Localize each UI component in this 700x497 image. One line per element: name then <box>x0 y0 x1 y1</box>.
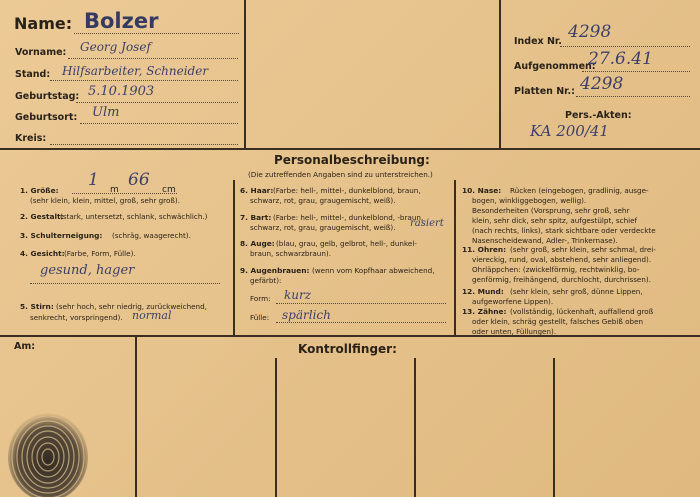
item-9-text-2: gefärbt): <box>250 276 282 285</box>
item-4-value: gesund, hager <box>40 263 135 278</box>
divider <box>233 180 235 335</box>
name-line <box>74 33 239 34</box>
vorname-label: Vorname: <box>15 47 67 58</box>
vorname-value: Georg Josef <box>80 40 151 54</box>
description-line: (nach rechts, links), stark sichtbare oder verdeckte <box>472 226 656 235</box>
divider <box>553 358 555 497</box>
geburtsort-line <box>80 123 238 124</box>
item-7-text-1: (Farbe: hell-, mittel-, dunkelblond, -braun, <box>273 213 424 222</box>
item-6-label: 6. Haar: <box>240 186 274 195</box>
item-3-text: (schräg, waagerecht). <box>112 231 191 240</box>
fingerprint-image <box>2 405 94 497</box>
item-2-text: (stark, untersetzt, schlank, schwächlich.) <box>60 212 208 221</box>
item-1-text: (sehr klein, klein, mittel, groß, sehr groß). <box>30 196 180 205</box>
aufgenommen-value: 27.6.41 <box>588 49 653 69</box>
description-line: Besonderheiten (Vorsprung, sehr groß, sehr <box>472 206 630 215</box>
item-8-label: 8. Auge: <box>240 239 275 248</box>
item-1-line <box>72 193 177 194</box>
item-2-label: 2. Gestalt: <box>20 212 64 221</box>
akten-value: KA 200/41 <box>530 122 609 140</box>
platten-label: Platten Nr.: <box>514 86 575 97</box>
description-line: (sehr klein, sehr groß, dünne Lippen, <box>510 287 643 296</box>
index-value: 4298 <box>568 22 612 42</box>
description-line: (vollständig, lückenhaft, auffallend groß <box>510 307 654 316</box>
kreis-label: Kreis: <box>15 133 47 144</box>
item-1-value-1: 1 <box>88 170 99 190</box>
geburtstag-value: 5.10.1903 <box>88 84 155 99</box>
aufgenommen-label: Aufgenommen: <box>514 61 596 72</box>
item-5-text-1: (sehr hoch, sehr niedrig, zurückweichend, <box>56 302 207 311</box>
section-title: Personalbeschreibung: <box>274 153 430 167</box>
item-6-text-2: schwarz, rot, grau, graugemischt, weiß). <box>250 196 396 205</box>
divider <box>275 358 277 497</box>
divider <box>499 0 501 148</box>
fuelle-label: Fülle: <box>250 313 270 322</box>
divider <box>135 337 137 497</box>
index-line <box>560 46 690 47</box>
description-line: (sehr groß, sehr klein, sehr schmal, drei- <box>510 245 656 254</box>
section-subtitle: (Die zutreffenden Angaben sind zu unterstreichen.) <box>248 170 433 179</box>
platten-line <box>576 96 690 97</box>
item-8-text-1: (blau, grau, gelb, gelbrot, hell-, dunkel- <box>276 239 417 248</box>
item-11-label: 11. Ohren: <box>462 245 507 254</box>
geburtsort-value: Ulm <box>92 105 120 120</box>
item-4-label: 4. Gesicht: <box>20 249 65 258</box>
divider <box>414 358 416 497</box>
description-line: aufgeworfene Lippen). <box>472 297 554 306</box>
description-line: klein, sehr dick, sehr spitz, aufgestülpt, schief <box>472 216 638 225</box>
stand-label: Stand: <box>15 69 51 80</box>
description-line: oder klein, schräg gestellt, falsches Gebiß oben <box>472 317 644 326</box>
stand-line <box>50 80 238 81</box>
form-line <box>276 303 446 304</box>
description-line: bogen, winkliggebogen, wellig). <box>472 196 587 205</box>
item-4-text: (Farbe, Form, Fülle). <box>64 249 136 258</box>
item-5-text-2: senkrecht, vorspringend). <box>30 313 123 322</box>
am-label: Am: <box>14 341 36 352</box>
index-label: Index Nr. <box>514 36 562 47</box>
description-line: Nasenscheidewand, Adler-, Trinkernase). <box>472 236 618 245</box>
divider <box>454 180 456 335</box>
item-1-value-2: 66 <box>128 170 150 190</box>
kontrollfinger-title: Kontrollfinger: <box>298 342 397 356</box>
item-8-text-2: braun, schwarzbraun). <box>250 249 331 258</box>
description-line: Rücken (eingebogen, gradlinig, ausge- <box>510 186 649 195</box>
form-label: Form: <box>250 294 271 303</box>
item-1-label: 1. Größe: <box>20 186 59 195</box>
geburtsort-label: Geburtsort: <box>15 112 78 123</box>
item-5-label: 5. Stirn: <box>20 302 54 311</box>
item-6-text-1: (Farbe: hell-, mittel-, dunkelblond, braun, <box>273 186 421 195</box>
item-13-label: 13. Zähne: <box>462 307 507 316</box>
name-value: Bolzer <box>84 9 159 33</box>
form-value: kurz <box>284 288 312 302</box>
divider <box>244 0 246 148</box>
divider <box>0 335 700 337</box>
item-4-line <box>30 283 220 284</box>
stand-value: Hilfsarbeiter, Schneider <box>62 64 209 78</box>
description-line: genförmig, freihängend, durchlocht, durchrissen). <box>472 275 651 284</box>
item-12-label: 12. Mund: <box>462 287 504 296</box>
vorname-line <box>68 58 238 59</box>
geburtstag-line <box>76 102 238 103</box>
item-7-text-2: schwarz, rot, grau, graugemischt, weiß). <box>250 223 396 232</box>
divider <box>0 148 700 150</box>
item-1-unit-m: m <box>110 185 119 195</box>
item-5-value: normal <box>132 309 172 322</box>
item-1-unit-cm: cm <box>162 185 176 195</box>
item-10-label: 10. Nase: <box>462 186 502 195</box>
fuelle-line <box>276 322 446 323</box>
description-line: viereckig, rund, oval, abstehend, sehr anliegend). <box>472 255 652 264</box>
platten-value: 4298 <box>580 74 624 94</box>
kreis-line <box>50 144 238 145</box>
fuelle-value: spärlich <box>282 308 331 322</box>
item-3-label: 3. Schulterneigung: <box>20 231 103 240</box>
aufgenommen-line <box>582 71 690 72</box>
item-7-label: 7. Bart: <box>240 213 272 222</box>
akten-label: Pers.-Akten: <box>565 110 632 121</box>
description-line: Ohrläppchen: (zwickelförmig, rechtwinklig, bo- <box>472 265 640 274</box>
name-label: Name: <box>14 14 73 33</box>
description-line: oder unten, Füllungen). <box>472 327 557 336</box>
geburtstag-label: Geburtstag: <box>15 91 80 102</box>
item-9-text-1: (wenn vom Kopfhaar abweichend, <box>312 266 435 275</box>
item-7-value: rasiert <box>410 218 444 229</box>
item-9-label: 9. Augenbrauen: <box>240 266 310 275</box>
